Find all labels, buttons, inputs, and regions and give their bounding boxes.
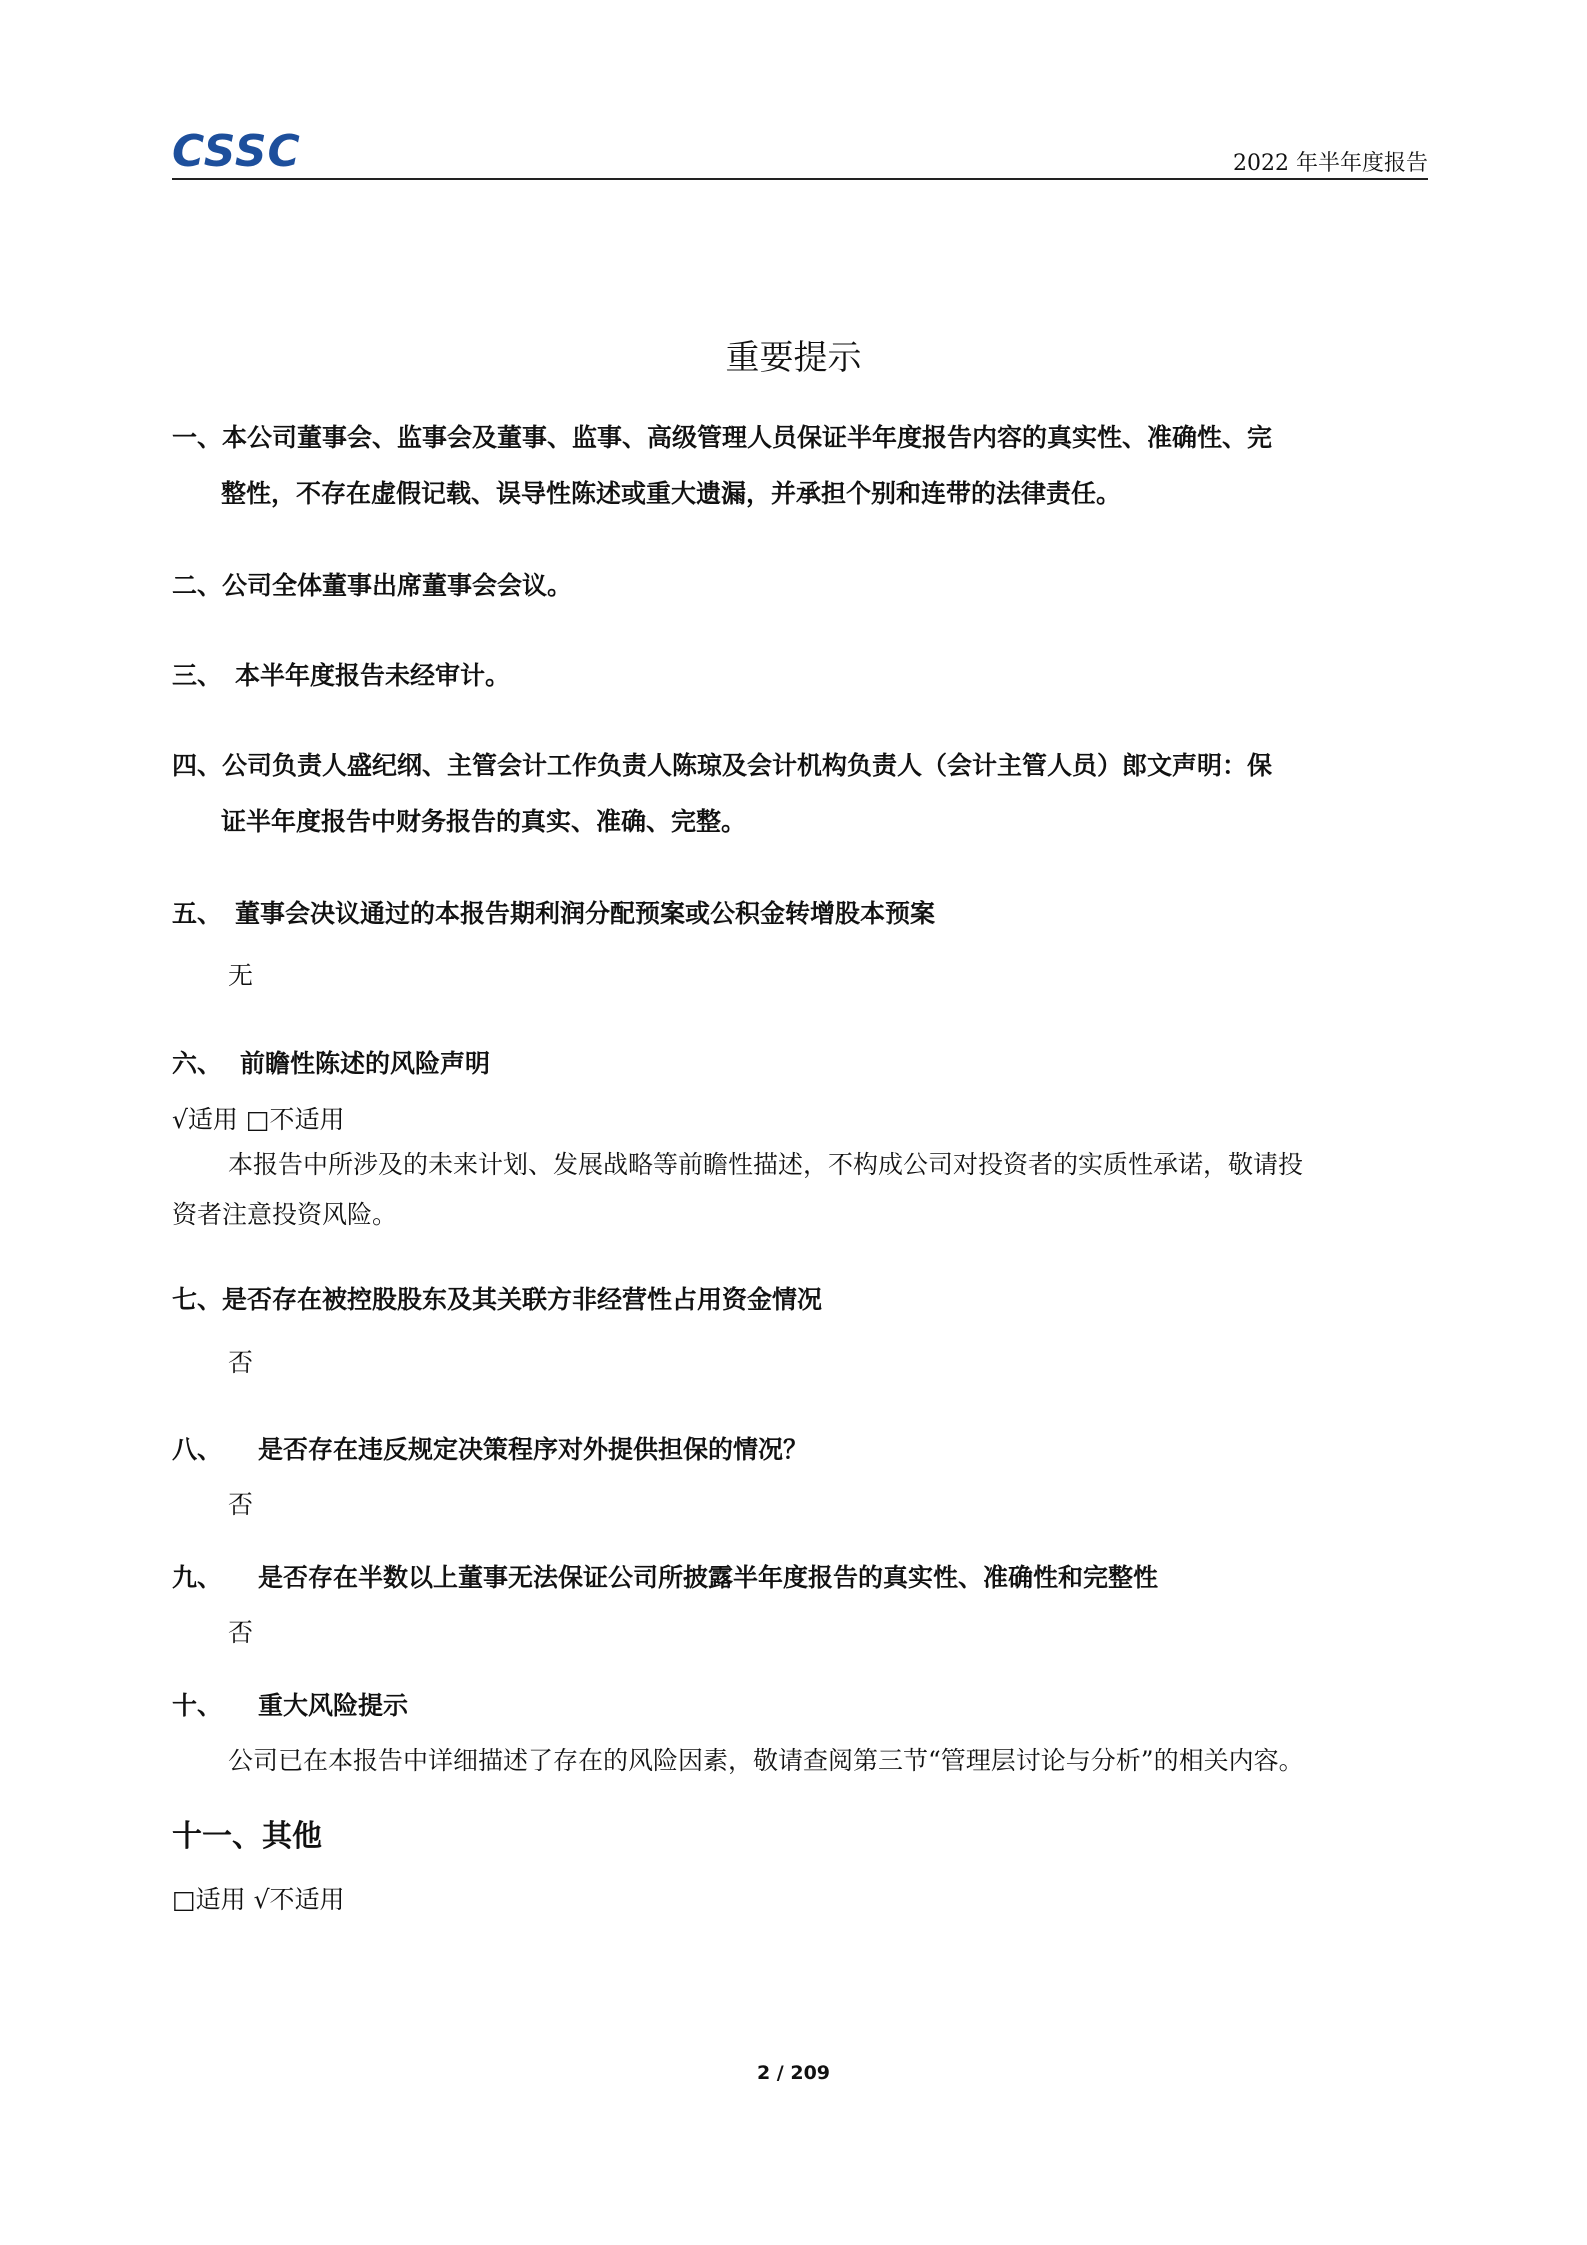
item-8-text: 是否存在违反规定决策程序对外提供担保的情况？ [258,1435,809,1464]
report-title: 2022 年半年度报告 [1233,151,1428,176]
item-6-text: 前瞻性陈述的风险声明 [240,1049,491,1078]
item-10-text: 重大风险提示 [258,1691,409,1720]
item-8-answer: 否 [228,1490,254,1519]
page-title: 重要提示 [725,338,862,378]
header-divider [172,178,1428,180]
item-1 [172,410,1428,522]
cssc-logo: CSSC [172,126,301,177]
item-9-text: 是否存在半数以上董事无法保证公司所披露半年度报告的真实性、准确性和完整性 [258,1563,1159,1592]
item-4-line2: 证半年度报告中财务报告的真实、准确、完整。 [221,807,747,836]
item-5-text: 董事会决议通过的本报告期利润分配预案或公积金转增股本预案 [235,899,936,928]
item-4 [172,738,1428,850]
item-9 [172,1550,1428,1606]
item-10-number: 十、 [172,1691,223,1720]
item-6-body-line1: 本报告中所涉及的未来计划、发展战略等前瞻性描述，不构成公司对投资者的实质性承诺，敬请投 [228,1150,1304,1179]
item-11-number: 十一、 [172,1819,262,1854]
item-11 [172,1812,322,1862]
item-1-line2: 整性，不存在虚假记载、误导性陈述或重大遗漏，并承担个别和连带的法律责任。 [221,479,1122,508]
item-5-answer: 无 [228,961,254,990]
item-1-number: 一、 [172,423,223,452]
item-6-number: 六、 [172,1049,223,1078]
item-3-number: 三、 [172,661,223,690]
item-1-line1: 本公司董事会、监事会及董事、监事、高级管理人员保证半年度报告内容的真实性、准确性、完 [222,423,1273,452]
item-6-body-line2: 资者注意投资风险。 [172,1200,398,1229]
item-4-line1: 公司负责人盛纪纲、主管会计工作负责人陈琼及会计机构负责人（会计主管人员）郎文声明：保 [222,751,1273,780]
item-7 [172,1272,1428,1328]
item-7-text: 是否存在被控股股东及其关联方非经营性占用资金情况 [222,1285,823,1314]
item-9-answer: 否 [228,1618,254,1647]
item-3-text: 本半年度报告未经审计。 [235,661,511,690]
item-3 [172,648,1428,704]
item-5-number: 五、 [172,899,223,928]
item-9-number: 九、 [172,1563,223,1592]
item-8-number: 八、 [172,1435,223,1464]
item-2-number: 二、 [172,571,223,600]
page-number: 2 / 209 [756,2062,831,2084]
item-10-body: 公司已在本报告中详细描述了存在的风险因素，敬请查阅第三节“管理层讨论与分析”的相关内容。 [228,1746,1304,1775]
item-6 [172,1036,1428,1092]
item-7-number: 七、 [172,1285,223,1314]
item-7-answer: 否 [228,1348,254,1377]
item-2 [172,558,1428,614]
item-11-text: 其他 [262,1819,322,1854]
item-10 [172,1678,1428,1734]
item-11-options: □适用 √不适用 [172,1885,345,1914]
item-2-text: 公司全体董事出席董事会会议。 [222,571,573,600]
item-4-number: 四、 [172,751,223,780]
item-5 [172,886,1428,942]
item-6-options: √适用 □不适用 [172,1105,345,1134]
item-8 [172,1422,1428,1478]
